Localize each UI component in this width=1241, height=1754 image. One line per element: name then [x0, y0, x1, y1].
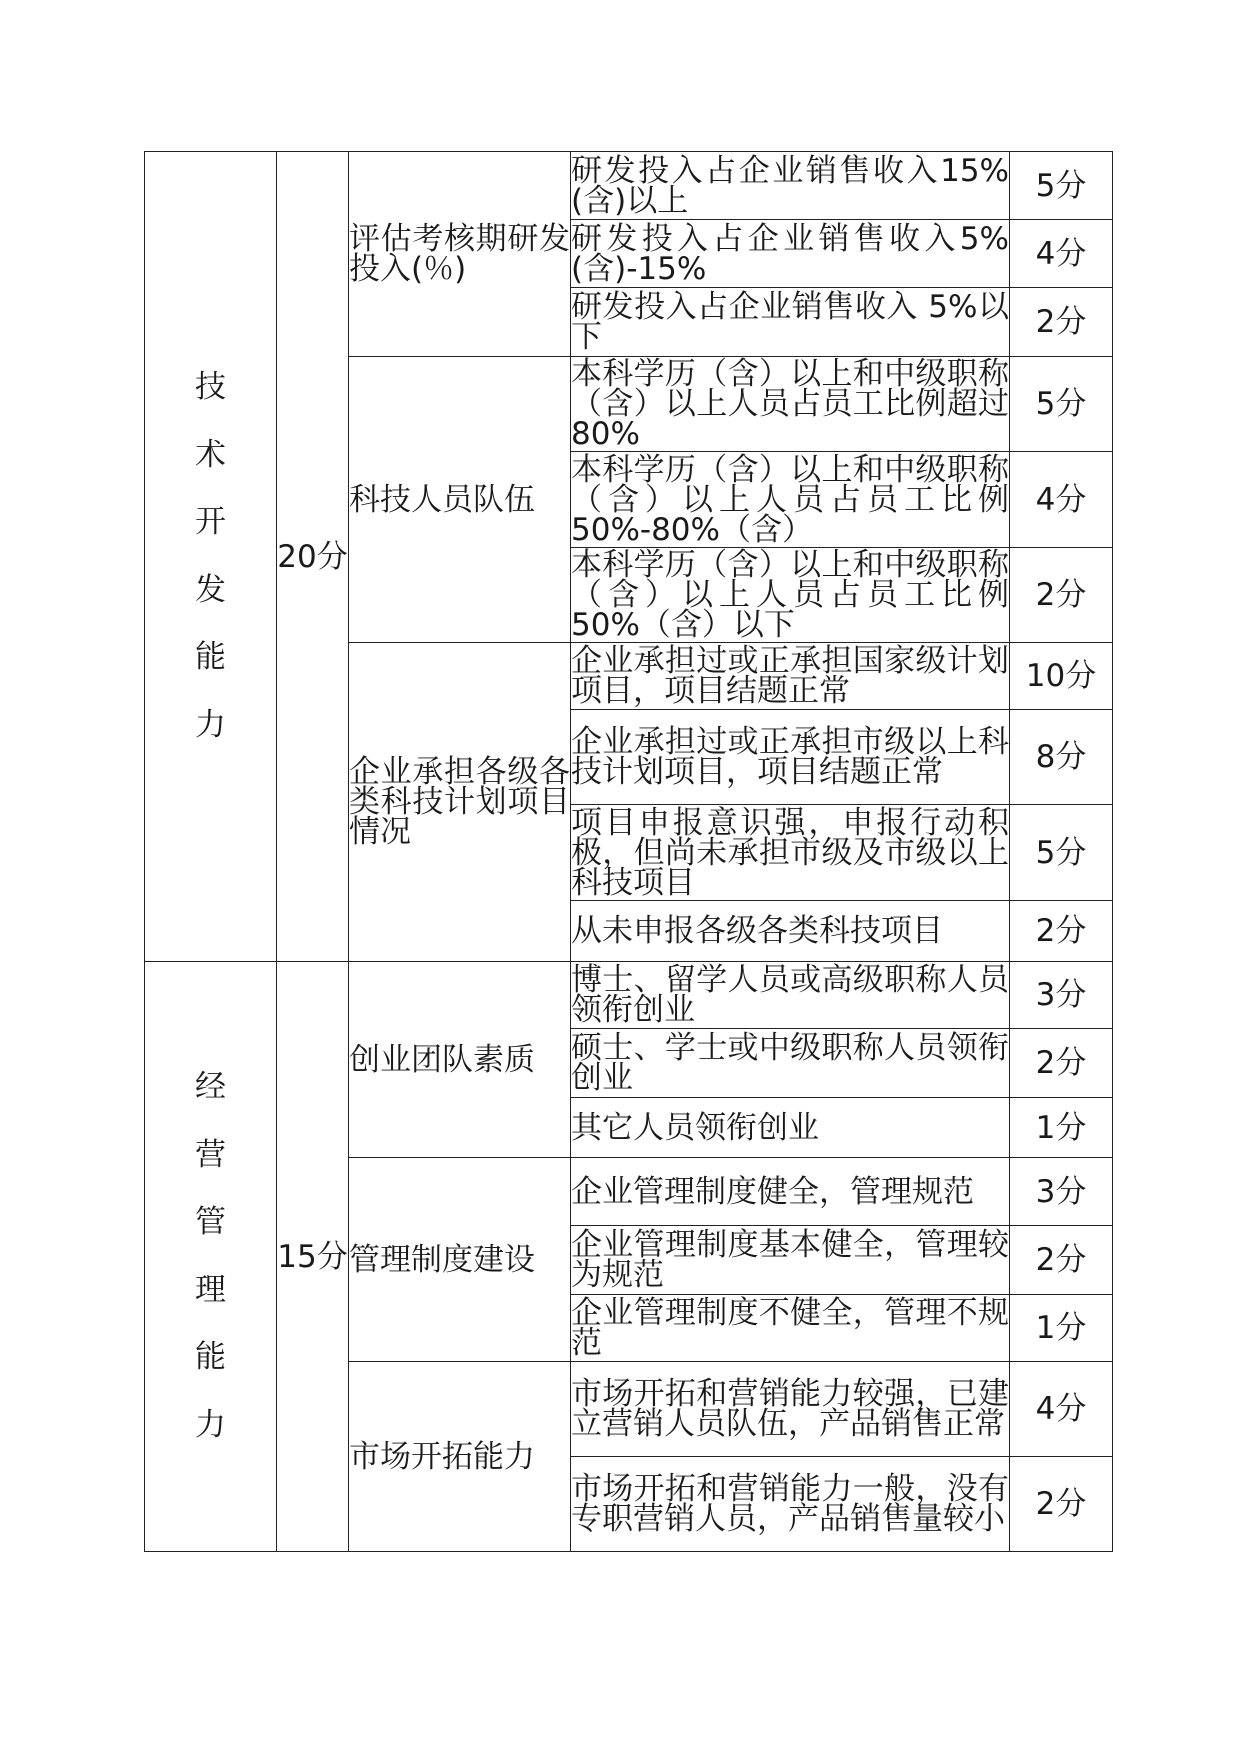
points-cell: 2分	[1010, 548, 1113, 643]
section-score: 15分	[277, 962, 349, 1552]
criterion-text: 其它人员领衔创业	[571, 1098, 1010, 1158]
points-cell: 8分	[1010, 710, 1113, 805]
points-cell: 1分	[1010, 1098, 1113, 1158]
points-cell: 2分	[1010, 901, 1113, 962]
criterion-text: 企业管理制度不健全，管理不规范	[571, 1295, 1009, 1361]
criterion-text: 企业承担过或正承担国家级计划项目，项目结题正常	[571, 643, 1009, 709]
item-name: 企业承担各级各类科技计划项目情况	[349, 643, 571, 962]
table-row	[145, 152, 1113, 220]
points-cell: 4分	[1010, 1362, 1113, 1457]
criterion-text: 本科学历（含）以上和中级职称（含）以上人员占员工比例50%（含）以下	[571, 547, 1009, 643]
points-cell: 2分	[1010, 1226, 1113, 1295]
criterion-text: 企业管理制度健全，管理规范	[571, 1158, 1010, 1226]
points-cell: 1分	[1010, 1295, 1113, 1362]
category-cell	[145, 152, 277, 962]
item-name: 评估考核期研发投入(％)	[349, 152, 571, 357]
points-cell: 5分	[1010, 805, 1113, 901]
points-cell: 4分	[1010, 452, 1113, 548]
criterion-text: 市场开拓和营销能力一般，没有专职营销人员，产品销售量较小	[571, 1457, 1010, 1552]
points-cell: 5分	[1010, 152, 1113, 220]
criterion-text: 企业承担过或正承担市级以上科技计划项目，项目结题正常	[571, 710, 1010, 805]
item-name: 创业团队素质	[349, 962, 571, 1158]
points-cell: 5分	[1010, 357, 1113, 452]
criterion-text: 硕士、学士或中级职称人员领衔创业	[571, 1030, 1009, 1096]
points-cell: 2分	[1010, 1457, 1113, 1552]
points-cell: 2分	[1010, 1029, 1113, 1098]
section-score: 20分	[277, 152, 349, 962]
criterion-text: 研发投入占企业销售收入5%(含)-15%	[571, 220, 1009, 287]
points-cell: 3分	[1010, 1158, 1113, 1226]
item-name: 管理制度建设	[349, 1158, 571, 1362]
criterion-text: 企业管理制度基本健全，管理较为规范	[571, 1227, 1009, 1293]
criterion-text: 本科学历（含）以上和中级职称（含）以上人员占员工比例50%-80%（含）	[571, 451, 1009, 548]
category-label: 技术开发能力	[195, 369, 226, 743]
criterion-text: 研发投入占企业销售收入15%(含)以上	[571, 152, 1009, 219]
criterion-text: 研发投入占企业销售收入 5%以下	[571, 289, 1009, 355]
scoring-table	[144, 151, 1113, 1552]
points-cell: 3分	[1010, 962, 1113, 1029]
category-cell	[145, 962, 277, 1552]
points-cell: 4分	[1010, 220, 1113, 288]
criterion-text: 从未申报各级各类科技项目	[571, 901, 1010, 962]
criterion-text: 项目申报意识强，申报行动积极，但尚未承担市级及市级以上科技项目	[571, 804, 1009, 901]
criterion-text: 本科学历（含）以上和中级职称（含）以上人员占员工比例超过 80%	[571, 356, 1009, 452]
item-name: 科技人员队伍	[349, 357, 571, 643]
criterion-text: 博士、留学人员或高级职称人员领衔创业	[571, 962, 1009, 1028]
table-row	[145, 962, 1113, 1029]
points-cell: 10分	[1010, 643, 1113, 710]
item-name: 市场开拓能力	[349, 1362, 571, 1552]
points-cell: 2分	[1010, 288, 1113, 357]
criterion-text: 市场开拓和营销能力较强，已建立营销人员队伍，产品销售正常	[571, 1362, 1010, 1457]
category-label: 经营管理能力	[195, 1069, 226, 1443]
